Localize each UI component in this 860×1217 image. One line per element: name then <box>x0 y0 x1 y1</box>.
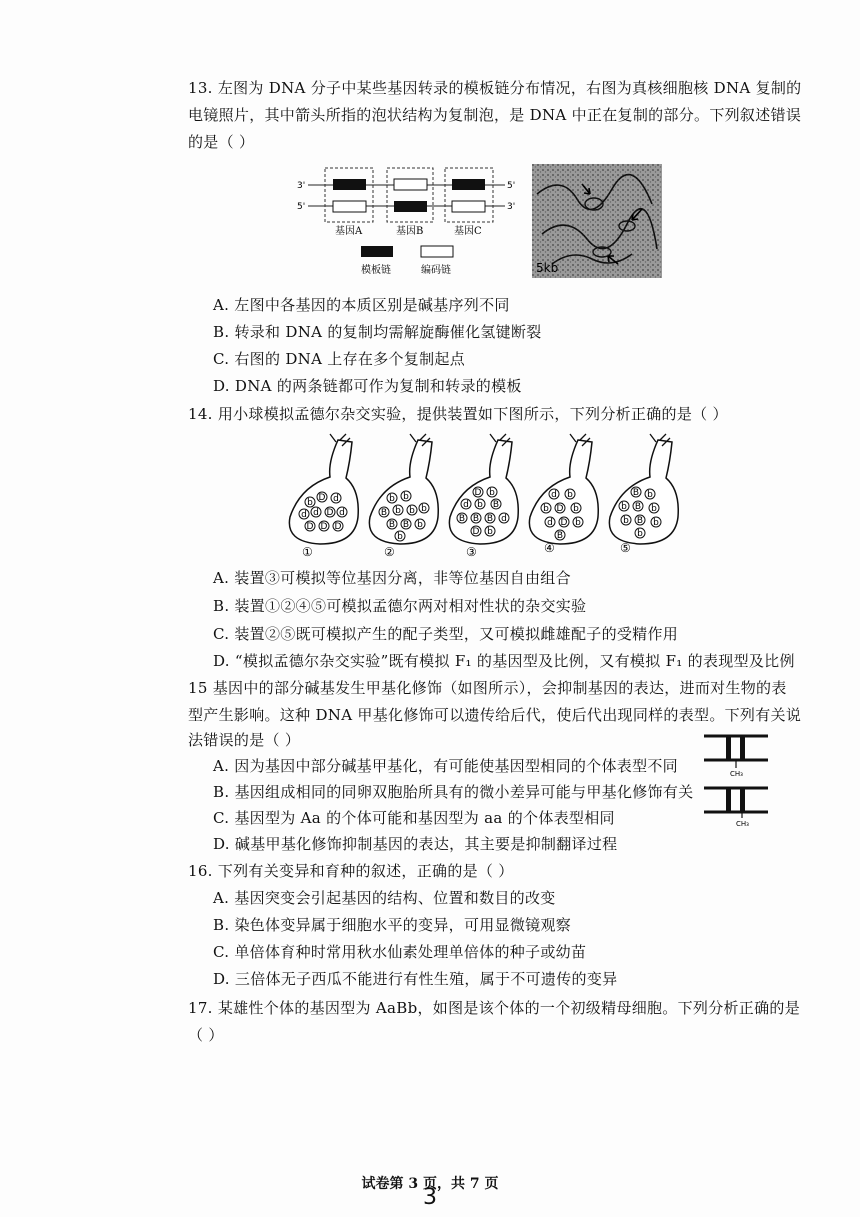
q14-option-b: B. 装置①②④⑤可模拟孟德尔两对相对性状的杂交实验 <box>213 597 587 615</box>
strand-bottom-left-label: 5' <box>297 202 306 212</box>
svg-text:B: B <box>380 508 388 518</box>
svg-text:B: B <box>634 502 642 512</box>
svg-text:b: b <box>573 504 579 514</box>
bag-1-label: ① <box>302 545 313 557</box>
legend-coding-label: 编码链 <box>421 265 451 276</box>
svg-text:B: B <box>556 531 564 541</box>
q15-stem-line1: 15 基因中的部分碱基发生甲基化修饰（如图所示），会抑制基因的表达，进而对生物的表 <box>188 679 787 697</box>
gene-b-top-coding <box>394 179 427 190</box>
ch3-label-bottom: CH₃ <box>736 820 749 828</box>
svg-text:d: d <box>333 494 339 504</box>
q15-option-b: B. 基因组成相同的同卵双胞胎所具有的微小差异可能与甲基化修饰有关 <box>213 783 694 801</box>
q15-stem-line2: 型产生影响。这种 DNA 甲基化修饰可以遗传给后代，使后代出现同样的表型。下列有关说 <box>188 706 802 724</box>
svg-text:B: B <box>472 514 480 524</box>
q15-stem-line3: 法错误的是（ ） <box>188 731 301 749</box>
gene-a-bottom-coding <box>333 201 366 212</box>
q16-option-b: B. 染色体变异属于细胞水平的变异，可用显微镜观察 <box>213 916 572 934</box>
svg-text:d: d <box>339 508 345 518</box>
q17-stem-line2: （ ） <box>188 1026 224 1044</box>
svg-text:D: D <box>474 488 482 498</box>
q13-option-c: C. 右图的 DNA 上存在多个复制起点 <box>213 350 465 368</box>
q13-stem-line2: 电镜照片，其中箭头所指的泡状结构为复制泡，是 DNA 中正在复制的部分。下列叙述错误 <box>188 106 802 124</box>
svg-text:B: B <box>492 500 500 510</box>
svg-text:b: b <box>543 504 549 514</box>
svg-text:D: D <box>334 522 342 532</box>
legend-coding-swatch <box>421 246 453 257</box>
em-photo-replication-bubbles <box>532 164 662 278</box>
svg-text:B: B <box>458 514 466 524</box>
strand-top-left-label: 3' <box>297 181 306 191</box>
svg-text:b: b <box>647 490 653 500</box>
scale-bar-label: 5kb <box>536 261 559 275</box>
q14-stem-line1: 14. 用小球模拟孟德尔杂交实验，提供装置如下图所示，下列分析正确的是（ ） <box>188 405 728 423</box>
q13-option-a: A. 左图中各基因的本质区别是碱基序列不同 <box>213 296 510 314</box>
bag-3-label: ③ <box>466 545 477 557</box>
gene-c-label: 基因C <box>454 226 482 237</box>
q14-option-a: A. 装置③可模拟等位基因分离，非等位基因自由组合 <box>213 569 571 587</box>
gene-b-bottom-template <box>394 201 427 212</box>
svg-text:d: d <box>501 514 507 524</box>
gene-b-label: 基因B <box>396 226 424 237</box>
svg-text:b: b <box>651 504 657 514</box>
svg-text:b: b <box>307 498 313 508</box>
svg-text:b: b <box>623 516 629 526</box>
svg-text:b: b <box>421 504 427 514</box>
bag-4-label: ④ <box>544 541 555 555</box>
q15-option-c: C. 基因型为 Aa 的个体可能和基因型为 aa 的个体表型相同 <box>213 809 615 827</box>
legend-template-swatch <box>361 246 393 257</box>
svg-text:b: b <box>403 492 409 502</box>
q16-option-d: D. 三倍体无子西瓜不能进行有性生殖，属于不可遗传的变异 <box>213 970 618 988</box>
svg-text:b: b <box>575 518 581 528</box>
svg-text:b: b <box>637 529 643 539</box>
gene-c-box <box>445 168 493 222</box>
q13-option-d: D. DNA 的两条链都可作为复制和转录的模板 <box>213 377 522 395</box>
gene-a-label: 基因A <box>335 226 363 237</box>
svg-text:d: d <box>547 518 553 528</box>
bag-3 <box>449 434 518 544</box>
svg-text:B: B <box>388 520 396 530</box>
q13-stem-line3: 的是（ ） <box>188 133 255 151</box>
q13-option-b: B. 转录和 DNA 的复制均需解旋酶催化氢键断裂 <box>213 323 542 341</box>
svg-text:D: D <box>326 508 334 518</box>
legend-template-label: 模板链 <box>361 265 391 276</box>
q14-option-d: D. “模拟孟德尔杂交实验”既有模拟 F₁ 的基因型及比例，又有模拟 F₁ 的表现型及比例 <box>213 652 795 670</box>
svg-text:b: b <box>487 527 493 537</box>
gene-b-box <box>387 168 433 222</box>
gene-a-box <box>325 168 373 222</box>
bag-5-label: ⑤ <box>620 541 631 555</box>
q15-option-a: A. 因为基因中部分碱基甲基化，有可能使基因型相同的个体表型不同 <box>213 757 678 775</box>
page-footer: 试卷第 3 页，共 7 页 <box>361 1176 499 1192</box>
svg-text:D: D <box>472 527 480 537</box>
svg-text:b: b <box>389 494 395 504</box>
q13-stem-line1: 13. 左图为 DNA 分子中某些基因转录的模板链分布情况，右图为真核细胞核 DNA 复制的 <box>188 79 802 97</box>
gene-c-top-template <box>452 179 485 190</box>
bag-1 <box>289 434 358 544</box>
svg-text:D: D <box>318 493 326 503</box>
svg-text:B: B <box>632 488 640 498</box>
ch3-label-top: CH₃ <box>730 770 743 778</box>
svg-text:D: D <box>306 522 314 532</box>
svg-text:d: d <box>301 510 307 520</box>
svg-text:d: d <box>551 490 557 500</box>
gene-a-top-template <box>333 179 366 190</box>
q15-option-d: D. 碱基甲基化修饰抑制基因的表达，其主要是抑制翻译过程 <box>213 835 618 853</box>
gene-template-diagram <box>295 162 520 280</box>
svg-text:B: B <box>486 514 494 524</box>
q16-option-a: A. 基因突变会引起基因的结构、位置和数目的改变 <box>213 889 556 907</box>
q16-stem-line1: 16. 下列有关变异和育种的叙述，正确的是（ ） <box>188 862 514 880</box>
svg-text:B: B <box>636 516 644 526</box>
methylation-figure <box>702 730 772 832</box>
q17-stem-line1: 17. 某雄性个体的基因型为 AaBb，如图是该个体的一个初级精母细胞。下列分析正确的是 <box>188 999 800 1017</box>
q16-option-c: C. 单倍体育种时常用秋水仙素处理单倍体的种子或幼苗 <box>213 943 587 961</box>
svg-text:b: b <box>653 518 659 528</box>
bag-5 <box>609 434 678 544</box>
bag-4 <box>529 434 598 544</box>
page-number: 3 <box>423 1185 437 1210</box>
svg-text:D: D <box>556 504 564 514</box>
svg-text:D: D <box>560 518 568 528</box>
svg-text:b: b <box>489 488 495 498</box>
ball-bags-figure <box>280 432 680 557</box>
svg-text:b: b <box>417 520 423 530</box>
svg-text:b: b <box>395 506 401 516</box>
svg-text:d: d <box>313 508 319 518</box>
svg-text:b: b <box>409 506 415 516</box>
gene-c-bottom-coding <box>452 201 485 212</box>
bag-2 <box>369 434 438 544</box>
svg-text:b: b <box>397 532 403 542</box>
q14-option-c: C. 装置②⑤既可模拟产生的配子类型，又可模拟雌雄配子的受精作用 <box>213 625 679 643</box>
svg-text:D: D <box>320 522 328 532</box>
svg-text:d: d <box>463 500 469 510</box>
bag-2-label: ② <box>384 545 395 557</box>
svg-text:b: b <box>567 490 573 500</box>
strand-top-right-label: 5' <box>507 181 516 191</box>
strand-bottom-right-label: 3' <box>507 202 516 212</box>
svg-text:b: b <box>477 500 483 510</box>
svg-text:B: B <box>402 520 410 530</box>
svg-text:b: b <box>621 502 627 512</box>
